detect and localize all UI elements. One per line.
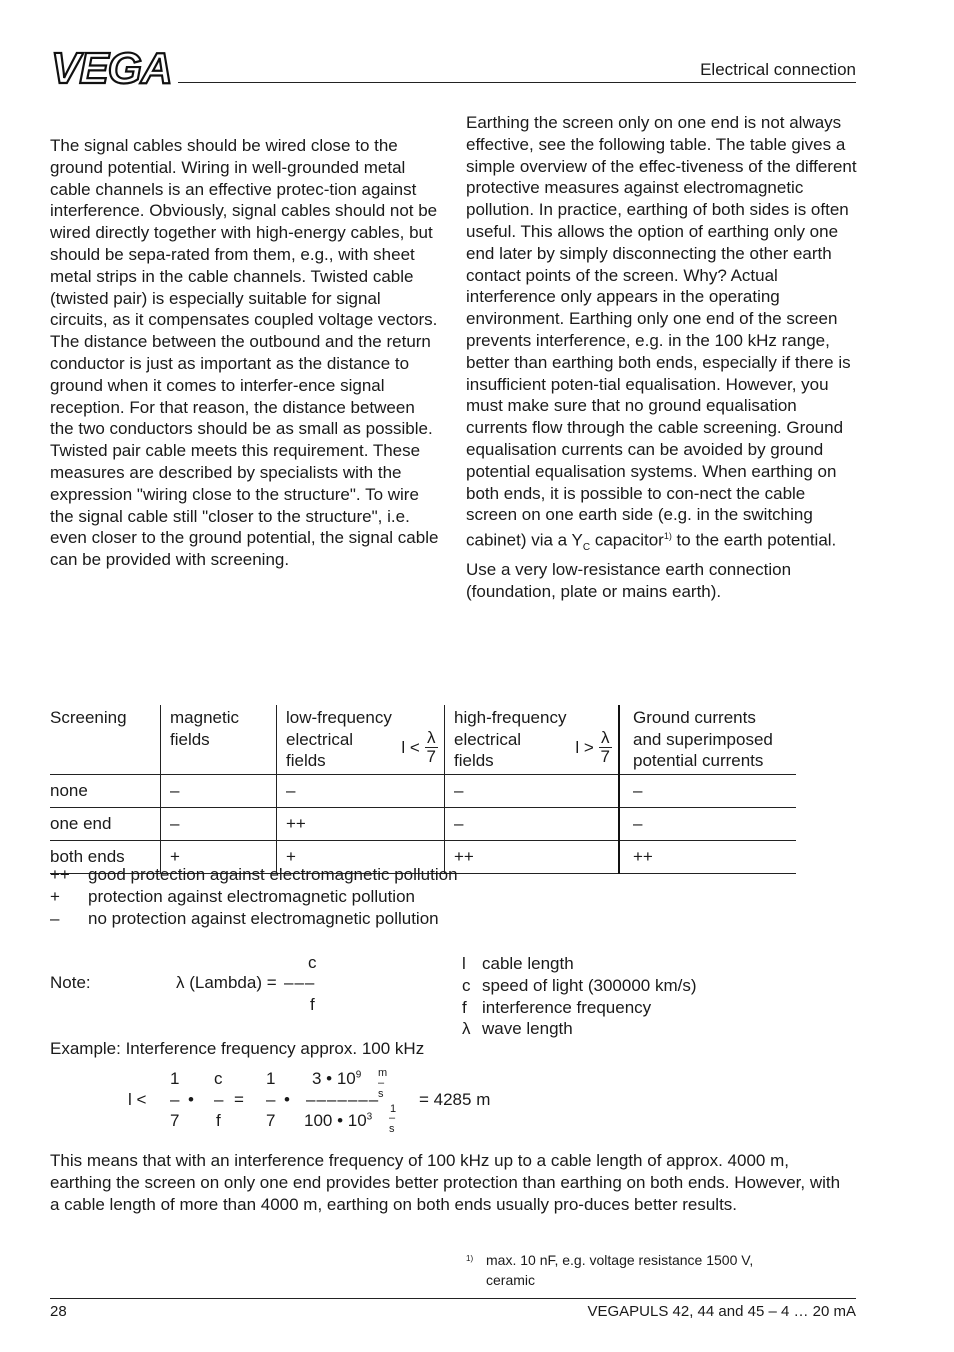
example-label: Example: Interference frequency approx. 100 kHz [50, 1039, 425, 1058]
low-freq-condition: l < $\frac{\lambda}{7}$ [401, 728, 436, 766]
legend [50, 864, 458, 930]
footnote-ref: 1) [663, 531, 672, 542]
header-ground-currents: Ground currents and superimposed potential currents [619, 705, 796, 775]
screening-table [50, 705, 796, 874]
product-name: VEGAPULS 42, 44 and 45 – 4 … 20 mA [587, 1303, 856, 1320]
definition-item: c speed of light (300000 km/s) [462, 975, 697, 995]
header-high-frequency: high-frequency electrical fields l > $\frac{\lambda}{7}$ [445, 705, 620, 775]
definition-item: λ wave length [462, 1019, 573, 1039]
logo-text: VEGA [51, 48, 172, 86]
page-number: 28 [50, 1303, 67, 1320]
high-freq-condition: l > $\frac{\lambda}{7}$ [575, 728, 610, 766]
legend-item: – no protection against electromagnetic pollution [50, 909, 439, 928]
example-equation: l < 1 – 7 • c – f = 1 – 7 • 3 • $10^9$ ––––––– 100 • $10^3$ m – s 1 – s = 4285 m [128, 1067, 491, 1135]
right-column [466, 112, 858, 603]
header-divider [178, 82, 856, 83]
footnote: 1) max. 10 nF, e.g. voltage resistance 1500 V, ceramic [466, 1252, 754, 1288]
header-magnetic: magnetic fields [161, 705, 277, 775]
header-low-frequency: low-frequency electrical fields l < $\frac{\lambda}{7}$ [277, 705, 445, 775]
definitions [462, 953, 697, 1040]
definition-item: l cable length [462, 954, 574, 973]
vega-logo [50, 48, 176, 86]
left-column [50, 135, 442, 571]
section-title: Electrical connection [700, 60, 856, 79]
footer-divider [50, 1298, 856, 1299]
formula-numerator: c [308, 953, 317, 972]
definition-item: f interference frequency [462, 997, 652, 1017]
right-paragraph: Earthing the screen only on one end is not always effective, see the following table. The table gives a simple overview of the effec-tiveness of the different protective measures against electromagnetic pollution. In practice, earthing of both sides is often useful. This allows the option of earthing only one end later by simply disconnecting the other earth contact points of the screen. Why? Actual interference only appears in the operating environment. Earthing only one end of the screen prevents interference, e.g. in the 100 kHz range, better than earthing both ends, especially if there is insufficient poten-tial equalisation. However, you must make sure that no ground equalisation currents flow through the cable screening. Ground equalisation currents can be avoided by ground potential equalisation systems. When earthing on both ends, it is possible to con-nect the cable screen on one earth side (e.g. in the switching cabinet) via a $Y_C$ capacitor$^{1)}$ to the earth potential. Use a very low-resistance earth connection (foundation, plate or mains earth). [466, 113, 857, 601]
lambda-formula: λ (Lambda) = [176, 973, 277, 992]
legend-item: ++ good protection against electromagnetic pollution [50, 865, 458, 884]
legend-item: + protection against electromagnetic pollution [50, 887, 415, 906]
table-row: both ends + + ++ ++ [50, 841, 796, 874]
table-header-row [50, 705, 796, 775]
formula-denominator: f [310, 995, 315, 1014]
note-label: Note: [50, 973, 91, 992]
left-paragraph: The signal cables should be wired close to the ground potential. Wiring in well-grounded metal cable channels is an effective protec-tion against interference. Obviously, signal cables should not be wired directly together with high-energy cables, but should be sepa-rated from them, e.g., with sheet metal strips in the cable channels. Twisted cable (twisted pair) is especially suitable for signal circuits, as it compensates coupled voltage vectors. The distance between the outbound and the return conductor is just as important as the distance to ground when it comes to interfer-ence signal reception. For that reason, the distance between the two conductors should be as small as possible. Twisted pair cable meets this requirement. These measures are described by specialists with the expression "wiring close to the structure". To wire the signal cable still "closer to the structure", i.e. even closer to the ground potential, the signal cable can be provided with screening. [50, 136, 439, 570]
table-row: none – – – – [50, 775, 796, 808]
table-row: one end – ++ – – [50, 808, 796, 841]
conclusion-paragraph: This means that with an interference frequency of 100 kHz up to a cable length of approx. 4000 m, earthing the screen on only one end provides better protection than earthing on both ends. However, with a cable length of more than 4000 m, earthing on both ends usually pro-duces better results. [50, 1151, 841, 1214]
formula-dashes: ––– [284, 973, 316, 992]
header-screening: Screening [50, 705, 161, 775]
